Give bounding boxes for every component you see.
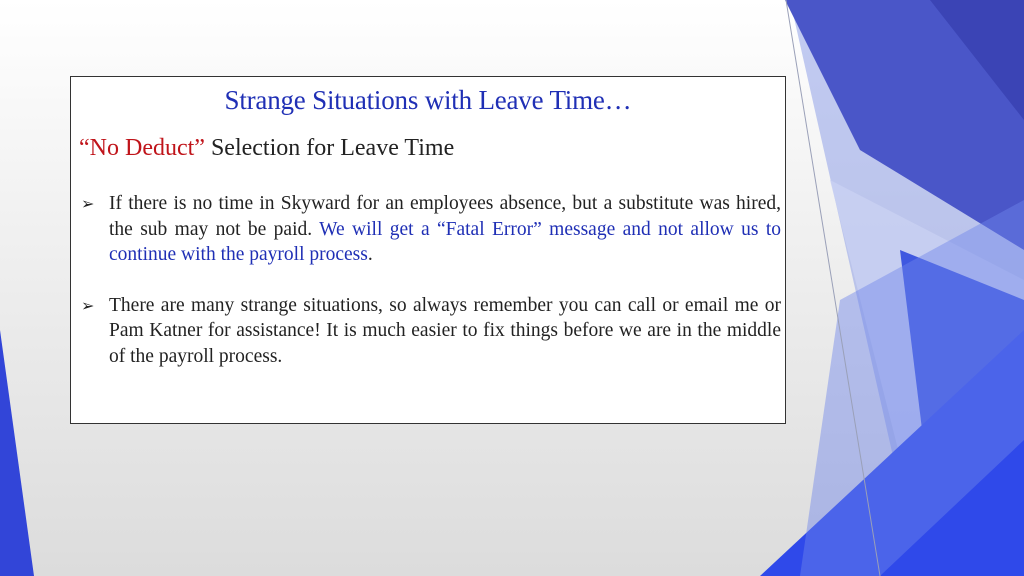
bullet-highlight-text: We will get a “Fatal Error” message and not allow us to continue with the payroll process [109, 218, 781, 265]
slide-subtitle [79, 135, 454, 162]
slide-title: Strange Situations with Leave Time… [224, 85, 632, 115]
subtitle-quoted-term: “No Deduct” [79, 135, 205, 161]
bullet-item [81, 191, 781, 268]
arrow-bullet-icon: ➢ [81, 295, 95, 315]
bullet-item [81, 293, 781, 370]
bullet-tail-text: . [367, 244, 373, 265]
bullet-text: There are many strange situations, so always remember you can call or email me or Pam Katner for assistance! It is much easier to fix things before we are in the middle of the payroll process. [109, 294, 781, 367]
subtitle-rest: Selection for Leave Time [204, 135, 455, 161]
arrow-bullet-icon: ➢ [81, 194, 95, 213]
left-accent-shape [0, 330, 34, 576]
bullet-text: If there is no time in Skyward for an employees absence, but a substitute was hired, the sub may not be paid. [109, 193, 781, 240]
bullet-list [81, 191, 781, 369]
content-box [70, 76, 786, 424]
